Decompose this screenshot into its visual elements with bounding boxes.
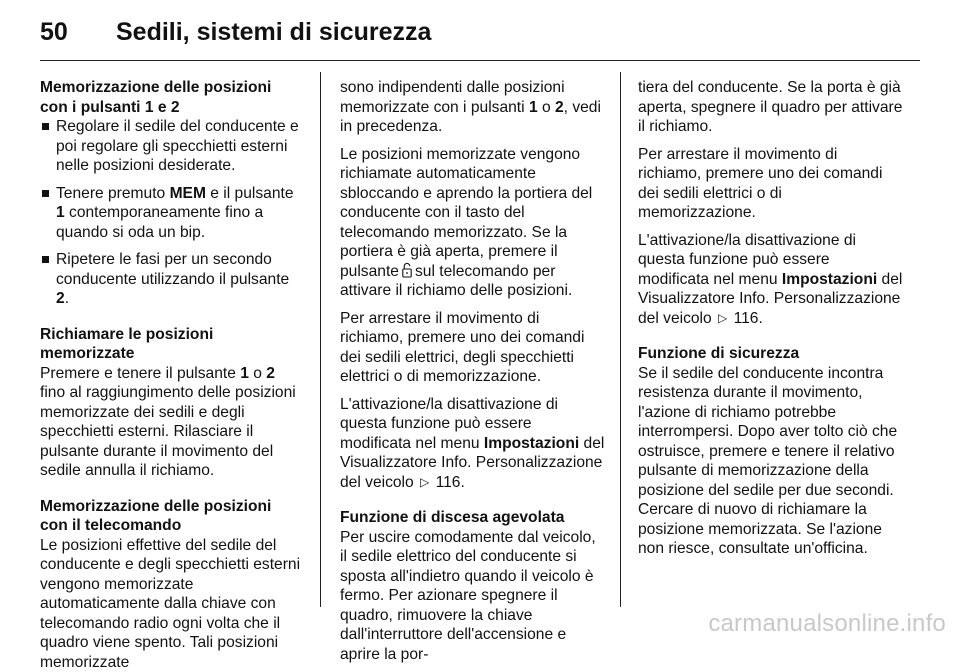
button-2-label: 2 — [555, 99, 564, 116]
page-number: 50 — [40, 18, 68, 47]
page-header — [40, 14, 920, 62]
recall-text: o — [249, 365, 266, 382]
body-text: o — [538, 99, 555, 116]
column-divider — [320, 72, 321, 607]
settings-menu-label: Impostazioni — [782, 271, 877, 288]
step-text: contemporaneamente fino a quando si oda un bip. — [56, 204, 263, 241]
body-text: Le posizioni memorizzate vengono richiamate automaticamente sbloccando e aprendo la portiera del conducente con il tasto del telecomando memorizzato. Se la portiera è già aperta, premere il pulsante — [340, 146, 592, 280]
settings-menu-label: Impostazioni — [484, 435, 579, 452]
watermark: carmanualsonline.info — [708, 610, 946, 638]
body-text: del Visualizzatore Info. Personalizzazione del veicolo — [340, 435, 604, 491]
page-reference: 116. — [734, 310, 763, 327]
header-rule — [40, 60, 920, 61]
button-1-label: 1 — [240, 365, 249, 382]
settings-paragraph — [340, 395, 605, 493]
mem-button-label: MEM — [170, 185, 206, 202]
button-1-label: 1 — [529, 99, 538, 116]
continued-paragraph — [340, 78, 605, 137]
reference-arrow-icon: ▷ — [420, 473, 429, 493]
body-text: sono indipendenti dalle posizioni memorizzate con i pulsanti — [340, 79, 565, 116]
continued-paragraph: tiera del conducente. Se la porta è già aperta, spegnere il quadro per attivare il richiamo. — [638, 78, 903, 137]
easy-exit-heading: Funzione di discesa agevolata — [340, 508, 605, 528]
step-text: e il pulsante — [206, 185, 294, 202]
auto-recall-paragraph — [340, 145, 605, 301]
body-text: L'attivazione/la disattivazione di questa funzione può essere modificata nel menu — [340, 396, 558, 452]
body-text: del Visualizzatore Info. Personalizzazione del veicolo — [638, 271, 902, 327]
safety-heading: Funzione di sicurezza — [638, 344, 903, 364]
remote-memory-heading: Memorizzazione delle posizioni con il telecomando — [40, 497, 302, 536]
list-item — [40, 184, 302, 243]
column-3 — [638, 78, 903, 559]
step-text: Ripetere le fasi per un secondo conducente utilizzando il pulsante — [56, 251, 289, 288]
page-title: Sedili, sistemi di sicurezza — [116, 18, 431, 47]
list-item — [40, 250, 302, 309]
step-text: Tenere premuto — [56, 185, 170, 202]
column-divider — [620, 72, 621, 607]
recall-text: fino al raggiungimento delle posizioni memorizzate dei sedili e degli specchietti esterni. Rilasciare il pulsante durante il movimento del sedile annulla il richiamo. — [40, 384, 296, 479]
recall-paragraph — [40, 364, 302, 481]
body-text: sul telecomando per attivare il richiamo delle posizioni. — [340, 263, 572, 300]
button-1-label: 1 — [56, 204, 65, 221]
remote-memory-paragraph: Le posizioni effettive del sedile del conducente e degli specchietti esterni vengono memorizzate automaticamente dalla chiave con telecomando radio ogni volta che il quadro viene spento. Tali posizioni memorizzate — [40, 536, 302, 672]
recall-text: Premere e tenere il pulsante — [40, 365, 240, 382]
safety-paragraph: Se il sedile del conducente incontra resistenza durante il movimento, l'azione di richiamo potrebbe interrompersi. Dopo aver tolto ciò che ostruisce, premere e tenere il relativo pulsante di memorizzazione della posizione del sedile per due secondi. Cercare di nuovo di richiamare la posizione memorizzata. Se l'azione non riesce, consultate un'officina. — [638, 364, 903, 559]
step-text: Regolare il sedile del conducente e poi regolare gli specchietti esterni nelle posizioni desiderate. — [56, 118, 299, 174]
button-2-label: 2 — [56, 290, 65, 307]
body-text: , vedi in precedenza. — [340, 99, 601, 136]
step-text: . — [65, 290, 69, 307]
body-text: L'attivazione/la disattivazione di questa funzione può essere modificata nel menu — [638, 232, 856, 288]
unlock-icon — [402, 262, 412, 278]
page-reference: 116. — [436, 474, 465, 491]
column-2 — [340, 78, 605, 664]
stop-recall-paragraph: Per arrestare il movimento di richiamo, premere uno dei comandi dei sedili elettrici, degli specchietti elettrici o di memorizzazione. — [340, 309, 605, 387]
recall-heading: Richiamare le posizioni memorizzate — [40, 325, 302, 364]
settings-paragraph — [638, 231, 903, 329]
memory-steps-list — [40, 117, 302, 309]
list-item — [40, 117, 302, 176]
button-2-label: 2 — [266, 365, 275, 382]
memory-buttons-heading: Memorizzazione delle posizioni con i pulsanti 1 e 2 — [40, 78, 302, 117]
reference-arrow-icon: ▷ — [718, 309, 727, 329]
easy-exit-paragraph: Per uscire comodamente dal veicolo, il sedile elettrico del conducente si sposta all'indietro quando il veicolo è fermo. Per azionare spegnere il quadro, rimuovere la chiave dall'interruttore dell'accensione e aprire la por- — [340, 528, 605, 665]
column-1 — [40, 78, 302, 672]
stop-recall-paragraph: Per arrestare il movimento di richiamo, premere uno dei comandi dei sedili elettrici o di memorizzazione. — [638, 145, 903, 223]
